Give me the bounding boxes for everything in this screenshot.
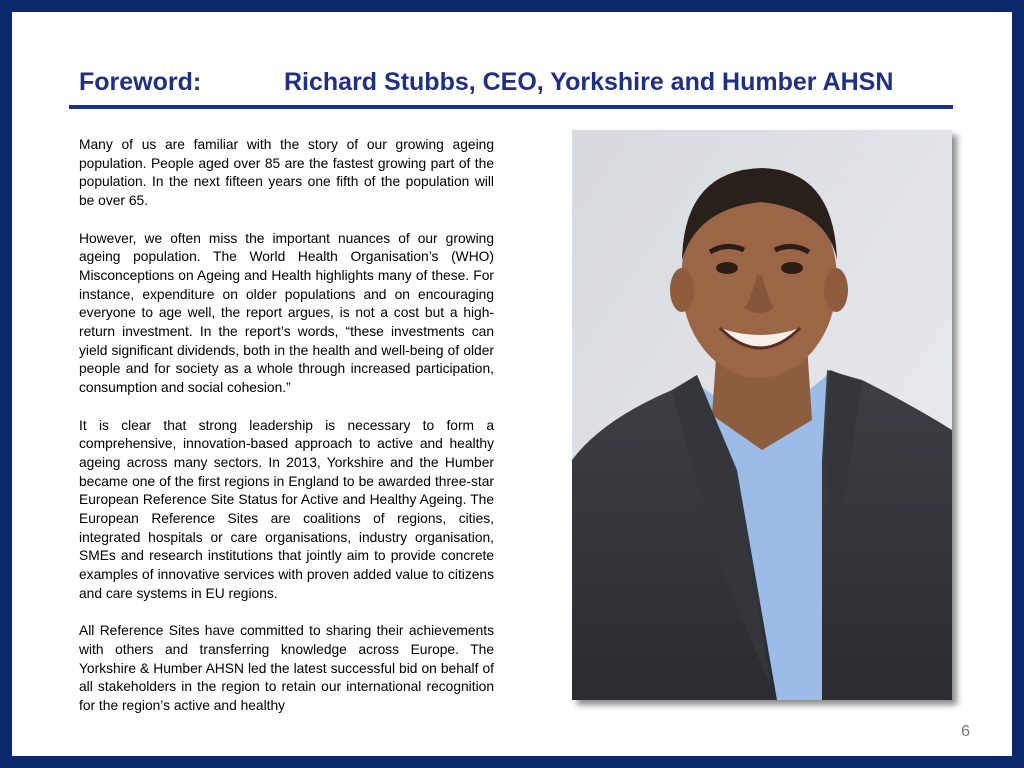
ceo-portrait-photo — [572, 130, 952, 700]
paragraph: However, we often miss the important nuances of our growing ageing population. The World Health Organisation’s (WHO) Misconceptions on Ageing and Health highlights many of these. For instance, expenditure on older populations and on encouraging everyone to age well, the report argues, is not a cost but a high-return investment. In the report’s words, “these investments can yield significant dividends, both in the health and well-being of older people and for society as a whole through increased participation, consumption and social cohesion.” — [79, 230, 494, 396]
paragraph: Many of us are familiar with the story of our growing ageing population. People aged over 85 are the fastest growing part of the population. In the next fifteen years one fifth of the population will be over 65. — [79, 137, 494, 209]
paragraph: All Reference Sites have committed to sharing their achievements with others and transferring knowledge across Europe. The Yorkshire & Humber AHSN led the latest successful bid on behalf of all stakeholders in the region to retain our international recognition for the region’s active and healthy — [79, 623, 494, 714]
page-title — [79, 62, 959, 102]
title-text: Richard Stubbs, CEO, Yorkshire and Humber AHSN — [284, 67, 894, 96]
title-label: Foreword: — [79, 67, 202, 96]
page-number: 6 — [961, 723, 970, 740]
foreword-body — [79, 136, 494, 716]
title-divider — [69, 105, 953, 109]
paragraph: It is clear that strong leadership is necessary to form a comprehensive, innovation-based approach to active and healthy ageing across many sectors. In 2013, Yorkshire and the Humber became one of the first regions in England to be awarded three-star European Reference Site Status for Active and Healthy Ageing. The European Reference Sites are coalitions of regions, cities, integrated hospitals or care organisations, industry organisation, SMEs and research institutions that jointly aim to provide concrete examples of innovative services with proven added value to citizens and care systems in EU regions. — [79, 417, 494, 601]
slide-page — [12, 12, 1012, 756]
